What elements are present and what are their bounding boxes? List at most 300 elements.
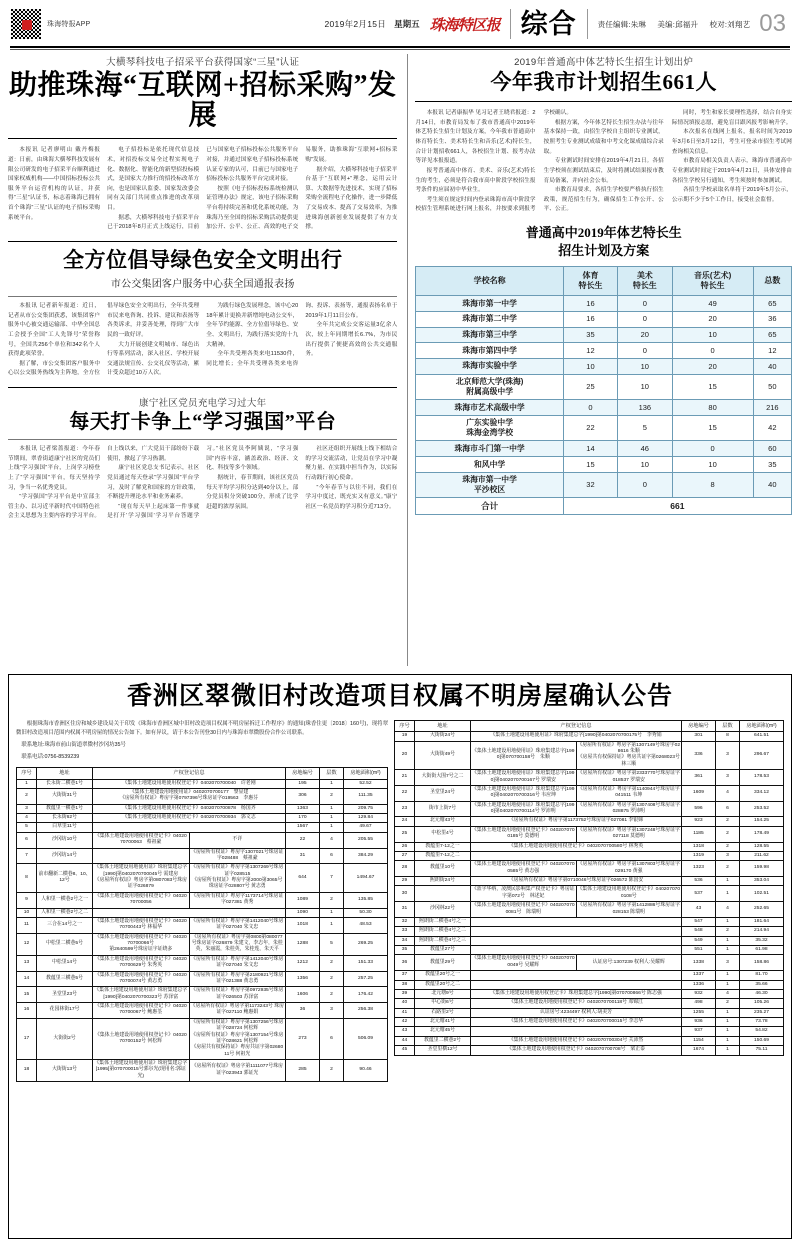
header-line: 美术	[636, 271, 653, 281]
table-row	[395, 861, 784, 877]
row-index: 19	[395, 732, 415, 741]
floors-cell: 2	[716, 927, 740, 936]
column-header: 序号	[395, 720, 415, 732]
total-value: 661	[563, 498, 791, 515]
address-cell: 圣堂里24号	[415, 785, 471, 801]
building-number-cell: 596	[682, 801, 716, 817]
column-header: 层数	[716, 720, 740, 732]
registration-info-cell-2: 《集体土地建设用地使用权登记卡》0402070700108号	[576, 886, 682, 902]
floors-cell: 1	[716, 1018, 740, 1027]
floors-cell: 3	[320, 1003, 344, 1019]
school-name-cell: 珠海市第一中学	[416, 296, 563, 312]
table-header-row	[416, 267, 792, 296]
registration-info-cell: 《集体土地建设用地使用权登记卡》0402070700067号 鲍惠荃	[93, 1003, 190, 1019]
floors-cell: 4	[716, 989, 740, 998]
address-cell: 沙冈坊14号	[37, 848, 93, 864]
registration-info-cell-2: 《房屋所有权证》粤房字第1307256号珠房证字028724 何松辉 《房屋所有权证》粤房字第1307154号珠房证字028621 何松辉 《房屋共有权保持证》粤房共证字第0268011号 何祖光	[189, 1018, 286, 1059]
registration-info-cell: 《集体土地建设用地使用权登记卡》0402070700580号 林秀英	[471, 842, 682, 851]
area-cell: 159.98	[740, 861, 784, 877]
paragraph: 本报讯 记者廖明山 戴丹梅报道：日前，由珠海大横琴科技发展有限公司研发的电子招采平台顺利通过国家权威机构——中国招标投标公共服务平台运营机构的认证，并获得“三星”认证书，标志着珠海已拥有首个珠海“三星”认证的电子招标采购系统平台。	[8, 147, 101, 221]
building-number-cell: 498	[682, 999, 716, 1008]
count-cell: 36	[753, 311, 791, 327]
school-name-cell: 珠海市第四中学	[416, 343, 563, 359]
area-cell: 52.52	[344, 779, 388, 788]
registration-info-cell: 《集体土地建设用地使用权登记卡》0402070700585号 黄志强	[471, 861, 577, 877]
row-index: 34	[395, 936, 415, 945]
row-index: 26	[395, 842, 415, 851]
row-index: 24	[395, 817, 415, 826]
count-cell: 10	[618, 457, 672, 473]
article-body	[8, 146, 397, 232]
area-cell: 256.38	[344, 1003, 388, 1019]
count-cell: 0	[618, 296, 672, 312]
count-cell: 10	[672, 327, 753, 343]
address-cell: 熙朗街24号	[415, 877, 471, 886]
area-cell: 151.33	[344, 955, 388, 971]
credit-proofreader: 校对:刘翔艺	[709, 19, 751, 29]
registration-info-cell-2: 《房屋所有权证》粤房字第2333770号珠房证字018537 罗瑞安	[576, 770, 682, 786]
paragraph: 市教育局要求，各招生学校要严格执行招生政策，规范招生行为，确保招生工作公开、公平、公正。	[543, 187, 664, 213]
registration-info-cell	[93, 823, 286, 832]
address-cell: 花园林街17号	[37, 1003, 93, 1019]
address-cell: 白草里11号	[37, 823, 93, 832]
registration-info-cell: 《集体土地建设用地使用权登记卡》0402070700629号 朱秀英	[93, 955, 190, 971]
table-row	[395, 1018, 784, 1027]
building-number-cell: 306	[286, 788, 320, 804]
address-cell: 大街街24号	[415, 732, 471, 741]
table-row	[17, 864, 388, 893]
floors-cell: 7	[320, 864, 344, 893]
row-index: 4	[17, 814, 37, 823]
registration-info-cell: 《集体土地建设用地使用证》珠府集建总字[1995]第070700015号郭尔光(现用名:郭证光)	[93, 1060, 190, 1082]
building-number-cell: 1154	[682, 1036, 716, 1045]
column-header: 房地编号	[682, 720, 716, 732]
row-index: 45	[395, 1046, 415, 1055]
area-cell: 105.26	[740, 999, 784, 1008]
count-cell: 35	[563, 327, 617, 343]
paragraph: 本报讯 记者梁蔷报道：今年春节期间，翠香街道康宁社区的党员们上线“学习强国”平台，上岗学习榜登上了“学习强国”平台，每天坚持学习，争当一名优秀党员。	[8, 446, 101, 491]
table-row	[17, 955, 388, 971]
count-cell: 35	[753, 457, 791, 473]
row-index: 36	[395, 955, 415, 971]
area-cell: 90.46	[344, 1060, 388, 1082]
table-row	[416, 311, 792, 327]
building-number-cell: 22	[286, 832, 320, 848]
row-index: 27	[395, 851, 415, 860]
masthead-divider	[510, 9, 511, 39]
edu-table-title	[415, 224, 792, 259]
building-number-cell: 1319	[682, 851, 716, 860]
notice-body	[16, 720, 784, 1083]
registration-info-cell	[93, 848, 190, 864]
address-cell: 前市翻新二横巷8、10、12号	[37, 864, 93, 893]
building-number-cell: 336	[682, 741, 716, 770]
count-cell: 10	[618, 374, 672, 399]
edu-admission-table	[415, 266, 792, 515]
area-cell: 211.62	[740, 851, 784, 860]
row-index: 17	[17, 1018, 37, 1059]
floors-cell: 1	[716, 946, 740, 955]
area-cell: 641.51	[740, 732, 784, 741]
floors-cell: 3	[716, 770, 740, 786]
credit-designer: 美编:邱福升	[657, 19, 699, 29]
building-number-cell: 1356	[286, 971, 320, 987]
paragraph: 据介绍，大横琴科技电子招采平台基于“互联网+”理念，运用云计算、大数据等先进技术，实现了招标采购全流程电子化操作，进一步降低了交易成本、提高了交易效率，为推进珠海创新创业发展提供了有力支撑。	[305, 166, 398, 231]
area-cell: 209.75	[344, 804, 388, 813]
area-cell: 296.67	[740, 741, 784, 770]
area-cell: 102.51	[740, 886, 784, 902]
registration-info-cell: 《集体土地建设用地使用证》珠府集建总字[1990]第0402070700167号 罗瑞安	[471, 770, 577, 786]
floors-cell: 2	[320, 987, 344, 1003]
paragraph: 考生须在规定时间内登录珠海市高中阶段学校招生管理系统进行网上报名，并按要求到报考学校确认。	[415, 110, 573, 213]
row-index: 18	[17, 1060, 37, 1082]
paragraph: 专业测试时间安排在2019年4月21日。各招生学校须在测试结束后，及时将测试结果报市教育局备案，并向社会公布。	[543, 158, 664, 184]
table-row	[395, 851, 784, 860]
registry-body-left	[17, 779, 388, 1082]
header-line: 音乐(艺术)	[693, 271, 732, 281]
table-row	[395, 989, 784, 998]
row-index: 44	[395, 1036, 415, 1045]
floors-cell: 4	[716, 785, 740, 801]
building-number-cell: 301	[682, 732, 716, 741]
article-study-platform	[8, 395, 397, 522]
building-number-cell: 273	[286, 1018, 320, 1059]
row-index: 31	[395, 902, 415, 918]
paragraph: “今年春节与以往不同，我们在学习中度过，既充实又有意义。”康宁社区一名党员的学习积分近713分。	[305, 484, 398, 510]
article-divider-1	[8, 241, 397, 242]
address-cell: 教蕴里10号	[415, 861, 471, 877]
building-number-cell: 551	[682, 946, 716, 955]
floors-cell: 1	[716, 1027, 740, 1036]
article-kicker: 2019年普通高中体艺特长生招生计划出炉	[514, 57, 694, 68]
row-index: 37	[395, 971, 415, 980]
row-index: 2	[17, 788, 37, 804]
building-number-cell: 1606	[286, 987, 320, 1003]
table-row	[416, 296, 792, 312]
registration-info-cell-2: 《房屋所有权证》粤房字第1307803号珠房证字029170 黄强	[576, 861, 682, 877]
count-cell: 0	[672, 343, 753, 359]
area-cell: 1494.67	[344, 864, 388, 893]
article-art-sports-admission	[415, 54, 792, 215]
registration-info-cell-2: 《房屋所有权证》粤房字第2180921号珠房证字021388 黄志勇	[189, 971, 286, 987]
table-row	[395, 1046, 784, 1055]
registration-info-cell: 《集体土地建设用地使用证》珠府集建总字[1990]第070700158号 朱顺	[471, 741, 577, 770]
table-row	[17, 917, 388, 933]
floors-cell: 8	[716, 732, 740, 741]
registration-info-cell-2: 《房屋所有权证》粤房字第1412040号珠房证字027040 朱文忠	[189, 955, 286, 971]
table-row	[395, 946, 784, 955]
registration-info-cell: 《集体土地建设用地使用权登记卡》0402070700118号 邓锦江	[471, 999, 682, 1008]
row-index: 33	[395, 927, 415, 936]
area-cell: 46.30	[740, 989, 784, 998]
registration-info-cell	[471, 851, 682, 860]
paragraph: 报考普通高中体育、美术、音乐(艺术)特长生的考生，必须是符合我市高中阶段学校招生报考条件的应届初中毕业生。	[415, 167, 536, 194]
table-row	[17, 971, 388, 987]
row-index: 11	[17, 917, 37, 933]
edu-table-head	[416, 267, 792, 296]
count-cell: 14	[563, 441, 617, 457]
article-body	[415, 109, 792, 215]
registration-info-cell-2: 《房屋所有权证》粤房字第1412040号珠房证字027040 朱文忠	[189, 917, 286, 933]
registration-info-cell-2: 《房屋所有权证》粤房字第1307149号珠房字028616 朱顺 《房屋共有权保持证》粤房共证字第0268023号 林三顺	[576, 741, 682, 770]
address-cell: 大街街49号	[415, 741, 471, 770]
count-cell: 10	[563, 358, 617, 374]
address-cell: 中松里14号	[37, 955, 93, 971]
registration-info-cell: 《集体土地建设用地使用权登记卡》0402070700934 郭文志	[93, 814, 286, 823]
address-cell: 熙朗街二横巷4号之二	[415, 927, 471, 936]
column-header: 房地面积(m²)	[344, 767, 388, 779]
headline-separator	[8, 296, 397, 297]
registry-head-right	[395, 720, 784, 732]
article-body	[8, 302, 397, 379]
table-row	[395, 826, 784, 842]
address-cell: 街市上街7号	[415, 801, 471, 817]
table-row	[17, 987, 388, 1003]
table-row	[17, 1018, 388, 1059]
area-cell: 269.25	[344, 933, 388, 955]
headline-separator	[8, 138, 397, 139]
paper-nameplate: 珠海特区报	[429, 17, 500, 34]
paragraph: 为践行绿色发展理念，该中心2018年累计更换并新增纯电动公交车，全年节约能源、全方位倡导绿色、安全、文明出行，为践行落实党的十九大精神。	[206, 303, 299, 348]
registration-info-cell: 《集体土地建设用地使用权登记卡》0402070700081号 陈瑞明	[471, 902, 577, 918]
count-cell: 32	[563, 472, 617, 497]
count-cell: 216	[753, 400, 791, 416]
registration-info-cell: 《集体土地建设用地使用权登记卡》0402070700015号 李志华	[471, 1018, 682, 1027]
count-cell: 49	[672, 296, 753, 312]
registration-info-cell: 《房屋所有权证》粤房字第1173752号珠房证字027081 李银娣	[471, 817, 682, 826]
table-row	[416, 441, 792, 457]
building-number-cell: 537	[682, 886, 716, 902]
area-cell: 384.29	[344, 848, 388, 864]
building-number-cell: 1318	[682, 842, 716, 851]
row-index: 20	[395, 741, 415, 770]
count-cell: 15	[563, 457, 617, 473]
headline-separator	[8, 439, 397, 440]
count-cell: 5	[618, 415, 672, 440]
area-cell: 150.69	[740, 1036, 784, 1045]
area-cell: 111.35	[344, 788, 388, 804]
registration-info-cell-2: 认证房号:1307239 权利人:吴耀辉	[576, 955, 682, 971]
row-index: 15	[17, 987, 37, 1003]
floors-cell: 1	[716, 886, 740, 902]
address-cell: 三合在14号之一	[37, 917, 93, 933]
building-number-cell: 644	[286, 864, 320, 893]
building-number-cell: 1323	[682, 861, 716, 877]
count-cell: 8	[672, 472, 753, 497]
header-line: 体育	[582, 271, 599, 281]
table-row	[416, 327, 792, 343]
registration-info-cell: 《集体土地建设用地使用证》珠府集建总字[1990]第0402070700114号 罗沛明	[471, 801, 577, 817]
column-header: 序号	[17, 767, 37, 779]
registration-info-cell	[471, 936, 682, 945]
table-row	[416, 415, 792, 440]
building-number-cell: 170	[286, 814, 320, 823]
column-header: 地址	[415, 720, 471, 732]
row-index: 16	[17, 1003, 37, 1019]
table-row	[17, 1060, 388, 1082]
row-index: 39	[395, 989, 415, 998]
address-cell: 长永街62号	[37, 814, 93, 823]
building-number-cell: 548	[682, 927, 716, 936]
table-row	[17, 1003, 388, 1019]
count-cell: 80	[672, 400, 753, 416]
table-header-row	[17, 767, 388, 779]
count-cell: 136	[618, 400, 672, 416]
address-cell: 大街街31号	[37, 788, 93, 804]
publication-date: 2019年2月15日	[324, 19, 387, 29]
article-headline: 今年我市计划招生661人	[490, 70, 717, 94]
area-cell: 176.42	[344, 987, 388, 1003]
table-row	[17, 814, 388, 823]
school-name-cell: 广东实验中学 珠海金湾学校	[416, 415, 563, 440]
address-cell: 教蕴里7-12之一	[415, 842, 471, 851]
table-row	[395, 785, 784, 801]
building-number-cell: 1090	[286, 908, 320, 917]
row-index: 5	[17, 823, 37, 832]
area-cell: 506.09	[344, 1018, 388, 1059]
paragraph: 康宁社区党总支书记表示，社区党员通过每天登录“学习强国”平台学习，及时了解党和国家的方针政策，不断提升理论水平和业务素养。	[107, 465, 200, 501]
building-number-cell: 1288	[286, 933, 320, 955]
paragraph: 本次报名在线网上报名，报名时间为2019年3月6日至3月12日，考生可登录市招生考试网查询相关信息。	[671, 129, 792, 155]
count-cell: 16	[563, 311, 617, 327]
table-row	[395, 770, 784, 786]
registration-info-cell-2: 不详	[189, 832, 286, 848]
floors-cell: 3	[716, 955, 740, 971]
floors-cell: 2	[320, 955, 344, 971]
row-index: 3	[17, 804, 37, 813]
registration-info-cell	[471, 971, 682, 980]
article-tender-platform	[8, 54, 397, 233]
table-row	[416, 358, 792, 374]
area-cell: 334.12	[740, 785, 784, 801]
table-row	[17, 832, 388, 848]
count-cell: 65	[753, 296, 791, 312]
row-index: 42	[395, 1018, 415, 1027]
article-headline: 助推珠海“互联网+招标采购”发展	[8, 70, 397, 131]
registration-info-cell: 《集体土地建设用地使用权登记卡》0402070700152号 何松辉	[93, 1018, 190, 1059]
column-header: 层数	[320, 767, 344, 779]
table-row	[395, 1027, 784, 1036]
count-cell: 15	[672, 415, 753, 440]
qr-code-icon[interactable]	[10, 8, 42, 40]
address-cell: 教蕴里20号之一	[415, 971, 471, 980]
table-row	[395, 980, 784, 989]
address-cell: 熙朗街二横巷4号之三	[415, 936, 471, 945]
table-row	[395, 902, 784, 918]
table-row	[395, 1008, 784, 1017]
count-cell: 0	[618, 472, 672, 497]
floors-cell: 6	[716, 801, 740, 817]
column-header	[618, 267, 672, 296]
count-cell: 0	[618, 311, 672, 327]
area-cell: 73.78	[740, 1018, 784, 1027]
floors-cell: 1	[716, 917, 740, 926]
paragraph: 根据方案，今年体艺特长生招生办法与往年基本保持一致，由招生学校自主组织专业测试，按照考生专业测试成绩和中考文化课成绩综合录取。	[543, 119, 664, 155]
registration-info-cell	[471, 917, 682, 926]
address-cell: 人和里一横巷2号之一	[37, 892, 93, 908]
table-row	[395, 999, 784, 1008]
area-cell: 181.64	[740, 917, 784, 926]
registration-info-cell	[471, 1027, 682, 1036]
registration-info-cell	[471, 927, 682, 936]
row-index: 22	[395, 785, 415, 801]
school-name-cell: 珠海市艺术高级中学	[416, 400, 563, 416]
building-number-cell: 285	[286, 1060, 320, 1082]
table-row	[17, 804, 388, 813]
floors-cell: 6	[320, 848, 344, 864]
address-cell: 教蕴里一横巷1号	[37, 804, 93, 813]
table-row	[395, 936, 784, 945]
table-header-row	[395, 720, 784, 732]
address-cell: 大街街13号	[37, 1060, 93, 1082]
registration-info-cell-2: 《房屋所有权证》粤房字第1173243号 珠房证字027110 鲍惠娟	[189, 1003, 286, 1019]
school-name-cell: 珠海市第三中学	[416, 327, 563, 343]
row-index: 41	[395, 1008, 415, 1017]
title-line: 普通高中2019年体艺特长生	[525, 224, 682, 240]
area-cell: 35.66	[740, 980, 784, 989]
school-name-cell: 珠海市实验中学	[416, 358, 563, 374]
building-number-cell: 923	[682, 817, 716, 826]
header-line: 总数	[764, 276, 781, 286]
left-column	[8, 54, 404, 666]
count-cell: 20	[618, 327, 672, 343]
building-number-cell: 1212	[286, 955, 320, 971]
registry-table-right	[394, 720, 784, 1056]
floors-cell: 1	[716, 1046, 740, 1055]
building-number-cell: 937	[682, 1027, 716, 1036]
table-row	[395, 971, 784, 980]
notice-left-pane	[16, 720, 388, 1083]
paragraph: 全年共完成公交客运量3亿余人次，较上年同期增长6.7%，为市民出行提供了便捷高效的公共交通服务。	[305, 322, 398, 358]
row-index: 35	[395, 946, 415, 955]
building-number-cell: 1674	[682, 1046, 716, 1055]
column-header	[753, 267, 791, 296]
floors-cell: 1	[320, 804, 344, 813]
floors-cell: 2	[716, 999, 740, 1008]
building-number-cell: 31	[286, 848, 320, 864]
registry-body-right	[395, 732, 784, 1055]
floors-cell: 3	[716, 851, 740, 860]
area-cell: 50.30	[344, 908, 388, 917]
registration-info-cell: 《蓝字华纳，凌澳民影响集产权登记卡》粤房证字第072号 林述妃	[471, 886, 577, 902]
building-number-cell: 361	[682, 770, 716, 786]
registration-info-cell: 《集体土地建设用地使用证》珠府集建总字[1990]第0402070700045号 需建房 《房屋所有权证》粤房字第0807083号珠房证字026879	[93, 864, 190, 893]
row-index: 1	[17, 779, 37, 788]
building-number-cell: 1185	[682, 826, 716, 842]
row-index: 9	[17, 892, 37, 908]
table-row	[395, 927, 784, 936]
building-number-cell: 1338	[682, 955, 716, 971]
floors-cell: 2	[716, 842, 740, 851]
row-index: 12	[17, 933, 37, 955]
paragraph: 全年共受理各类来电11530件，同比增长；全年共受理各类来电咨询、投诉、表扬等，通报表扬名单于2019年1月11日公布。	[206, 303, 398, 367]
registration-info-cell: 《集体土地建设用地使用权登记卡》0402070700056	[93, 892, 190, 908]
table-row	[395, 732, 784, 741]
row-index: 29	[395, 877, 415, 886]
intro-paragraph: 根据珠海市香洲区住房和城乡建设局关于印发《珠海市香洲区城中旧村改造项目权属不明房屋拆迁工作程序》的通知(珠香住更〔2018〕160号)，现将翠微旧村改造项目范围内权属不明房屋的情况公告如下。如有异议，请于本公告刊登30日内与珠海市翠微股份合作公司联系。	[16, 720, 388, 736]
registration-info-cell: 《集体土地建设用地使用证》珠府集建总字[1990]第0402070700323号 苏泽富	[93, 987, 190, 1003]
building-number-cell: 1255	[682, 1008, 716, 1017]
floors-cell: 1	[716, 936, 740, 945]
building-number-cell: 1363	[286, 804, 320, 813]
address-cell: 圣堂里23号	[37, 987, 93, 1003]
count-cell: 42	[753, 415, 791, 440]
table-row	[395, 917, 784, 926]
column-header: 产权登记信息	[471, 720, 682, 732]
address-cell: 沙冈林22号	[415, 902, 471, 918]
row-index: 14	[17, 971, 37, 987]
address-cell: 北元塘41号	[415, 1018, 471, 1027]
